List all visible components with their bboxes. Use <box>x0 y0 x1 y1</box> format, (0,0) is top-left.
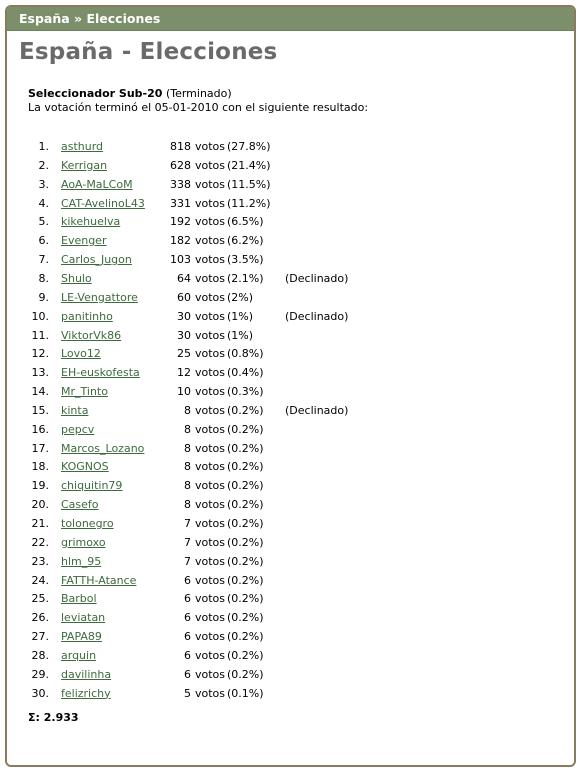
candidate-link[interactable]: pepcv <box>61 422 95 436</box>
result-rank: 21. <box>31 517 49 530</box>
page-title: España - Elecciones <box>19 39 278 65</box>
result-votes: 64 <box>177 271 191 285</box>
result-row <box>7 647 574 666</box>
total-votes <box>28 711 79 724</box>
result-row <box>7 327 574 346</box>
result-percent: (0.2%) <box>227 422 264 436</box>
poll-state: (Terminado) <box>165 87 232 100</box>
votes-label: votos <box>195 479 226 493</box>
votes-label: votos <box>195 196 226 210</box>
result-row <box>7 176 574 195</box>
result-votes: 628 <box>170 158 191 172</box>
result-votes: 7 <box>184 535 191 549</box>
result-percent: (11.2%) <box>227 196 271 210</box>
result-percent: (0.8%) <box>227 347 264 361</box>
result-percent: (6.2%) <box>227 234 264 248</box>
result-rank: 23. <box>31 554 49 568</box>
result-percent: (6.5%) <box>227 215 264 229</box>
result-row <box>7 496 574 515</box>
result-votes: 7 <box>184 517 191 530</box>
result-votes: 12 <box>177 366 191 380</box>
result-votes: 8 <box>184 403 191 417</box>
result-rank: 12. <box>31 347 49 361</box>
result-votes: 182 <box>170 234 191 248</box>
votes-label: votos <box>195 290 226 304</box>
result-percent: (0.3%) <box>227 385 264 399</box>
result-percent: (0.2%) <box>227 460 264 474</box>
result-row <box>7 458 574 477</box>
total-value: 2.933 <box>43 711 79 724</box>
votes-label: votos <box>195 403 226 417</box>
poll-name: Seleccionador Sub-20 <box>28 87 163 100</box>
candidate-link[interactable]: Barbol <box>61 592 97 606</box>
votes-label: votos <box>195 573 226 587</box>
result-percent: (0.2%) <box>227 573 264 587</box>
result-rank: 15. <box>31 403 49 417</box>
votes-label: votos <box>195 498 226 512</box>
votes-label: votos <box>195 422 226 436</box>
total-prefix: Σ: <box>28 711 44 724</box>
result-votes: 103 <box>170 253 191 267</box>
result-percent: (0.2%) <box>227 479 264 493</box>
result-row <box>7 308 574 327</box>
candidate-link[interactable]: Marcos_Lozano <box>61 441 145 455</box>
candidate-link[interactable]: Carlos_Jugon <box>61 253 132 267</box>
candidate-link[interactable]: asthurd <box>61 140 104 153</box>
votes-label: votos <box>195 517 226 530</box>
candidate-link[interactable]: ViktorVk86 <box>61 328 122 342</box>
result-rank: 17. <box>31 441 49 455</box>
result-row <box>7 138 574 157</box>
result-row <box>7 609 574 628</box>
result-percent: (21.4%) <box>227 158 271 172</box>
result-row <box>7 213 574 232</box>
declined-note: (Declinado) <box>285 271 349 285</box>
result-percent: (0.2%) <box>227 630 264 644</box>
breadcrumb: España » Elecciones <box>7 7 574 31</box>
result-percent: (0.2%) <box>227 535 264 549</box>
result-percent: (0.2%) <box>227 441 264 455</box>
result-rank: 26. <box>31 611 49 625</box>
result-votes: 6 <box>184 630 191 644</box>
result-rank: 28. <box>31 648 49 662</box>
votes-label: votos <box>195 140 226 153</box>
candidate-link[interactable]: chiquitin79 <box>61 479 123 493</box>
result-rank: 18. <box>31 460 49 474</box>
candidate-link[interactable]: KOGNOS <box>61 460 109 474</box>
votes-label: votos <box>195 667 226 681</box>
result-row <box>7 195 574 214</box>
candidate-link[interactable]: kinta <box>61 403 89 417</box>
result-rank: 10. <box>31 309 49 323</box>
candidate-link[interactable]: PAPA89 <box>61 630 102 644</box>
votes-label: votos <box>195 366 226 380</box>
candidate-link[interactable]: tolonegro <box>61 517 114 530</box>
result-row <box>7 157 574 176</box>
result-rank: 25. <box>31 592 49 606</box>
votes-label: votos <box>195 177 226 191</box>
result-row <box>7 628 574 647</box>
result-row <box>7 515 574 534</box>
result-row <box>7 289 574 308</box>
result-votes: 30 <box>177 328 191 342</box>
candidate-link[interactable]: Casefo <box>61 498 99 512</box>
candidate-link[interactable]: Lovo12 <box>61 347 101 361</box>
votes-label: votos <box>195 347 226 361</box>
votes-label: votos <box>195 271 226 285</box>
result-rank: 6. <box>38 234 49 248</box>
votes-label: votos <box>195 630 226 644</box>
result-percent: (0.2%) <box>227 554 264 568</box>
result-percent: (1%) <box>227 309 254 323</box>
votes-label: votos <box>195 215 226 229</box>
result-row <box>7 553 574 572</box>
candidate-link[interactable]: LE-Vengattore <box>61 290 138 304</box>
result-rank: 24. <box>31 573 49 587</box>
votes-label: votos <box>195 385 226 399</box>
result-votes: 8 <box>184 479 191 493</box>
votes-label: votos <box>195 158 226 172</box>
result-votes: 6 <box>184 667 191 681</box>
result-row <box>7 270 574 289</box>
result-rank: 29. <box>31 667 49 681</box>
result-rank: 8. <box>38 271 49 285</box>
result-percent: (2%) <box>227 290 254 304</box>
result-votes: 5 <box>184 686 191 700</box>
declined-note: (Declinado) <box>285 309 349 323</box>
votes-label: votos <box>195 535 226 549</box>
result-votes: 6 <box>184 648 191 662</box>
result-row <box>7 477 574 496</box>
result-percent: (0.2%) <box>227 648 264 662</box>
votes-label: votos <box>195 611 226 625</box>
result-row <box>7 534 574 553</box>
result-rank: 4. <box>38 196 49 210</box>
votes-label: votos <box>195 234 226 248</box>
result-votes: 8 <box>184 460 191 474</box>
result-row <box>7 402 574 421</box>
votes-label: votos <box>195 554 226 568</box>
result-percent: (2.1%) <box>227 271 264 285</box>
result-votes: 6 <box>184 573 191 587</box>
result-percent: (0.4%) <box>227 366 264 380</box>
result-rank: 9. <box>38 290 49 304</box>
votes-label: votos <box>195 592 226 606</box>
result-rank: 5. <box>38 215 49 229</box>
result-votes: 8 <box>184 498 191 512</box>
result-rank: 30. <box>31 686 49 700</box>
declined-note: (Declinado) <box>285 403 349 417</box>
result-percent: (1%) <box>227 328 254 342</box>
candidate-link[interactable]: hlm_95 <box>61 554 102 568</box>
result-percent: (11.5%) <box>227 177 271 191</box>
votes-label: votos <box>195 253 226 267</box>
result-row <box>7 440 574 459</box>
result-percent: (3.5%) <box>227 253 264 267</box>
result-percent: (0.2%) <box>227 667 264 681</box>
candidate-link[interactable]: Kerrigan <box>61 158 108 172</box>
candidate-link[interactable]: grimoxo <box>61 535 106 549</box>
result-rank: 16. <box>31 422 49 436</box>
result-votes: 8 <box>184 441 191 455</box>
result-percent: (0.2%) <box>227 403 264 417</box>
content-panel <box>5 5 576 767</box>
result-votes: 6 <box>184 592 191 606</box>
result-rank: 19. <box>31 479 49 493</box>
result-rank: 20. <box>31 498 49 512</box>
result-row <box>7 345 574 364</box>
result-votes: 331 <box>170 196 191 210</box>
result-percent: (0.2%) <box>227 592 264 606</box>
candidate-link[interactable]: davilinha <box>61 667 112 681</box>
result-rank: 3. <box>38 177 49 191</box>
candidate-link[interactable]: leviatan <box>61 611 106 625</box>
result-percent: (0.2%) <box>227 611 264 625</box>
result-row <box>7 590 574 609</box>
result-votes: 338 <box>170 177 191 191</box>
result-rank: 14. <box>31 385 49 399</box>
result-percent: (27.8%) <box>227 140 271 153</box>
result-row <box>7 666 574 685</box>
result-row <box>7 383 574 402</box>
votes-label: votos <box>195 460 226 474</box>
result-rank: 7. <box>38 253 49 267</box>
candidate-link[interactable]: EH-euskofesta <box>61 366 140 380</box>
candidate-link[interactable]: Mr_Tinto <box>61 385 108 399</box>
votes-label: votos <box>195 648 226 662</box>
candidate-link[interactable]: CAT-AvelinoL43 <box>61 196 145 210</box>
result-rank: 1. <box>38 140 49 153</box>
result-rank: 2. <box>38 158 49 172</box>
result-votes: 30 <box>177 309 191 323</box>
result-row <box>7 251 574 270</box>
result-votes: 10 <box>177 385 191 399</box>
result-votes: 818 <box>170 140 191 153</box>
result-votes: 192 <box>170 215 191 229</box>
votes-label: votos <box>195 441 226 455</box>
candidate-link[interactable]: kikehuelva <box>61 215 121 229</box>
result-rank: 27. <box>31 630 49 644</box>
result-votes: 60 <box>177 290 191 304</box>
candidate-link[interactable]: arquin <box>61 648 97 662</box>
votes-label: votos <box>195 328 226 342</box>
candidate-link[interactable]: Shulo <box>61 271 92 285</box>
result-votes: 6 <box>184 611 191 625</box>
result-rank: 13. <box>31 366 49 380</box>
result-votes: 25 <box>177 347 191 361</box>
votes-label: votos <box>195 686 226 700</box>
result-percent: (0.2%) <box>227 517 264 530</box>
result-row <box>7 572 574 591</box>
candidate-link[interactable]: felizrichy <box>61 686 111 700</box>
result-percent: (0.1%) <box>227 686 264 700</box>
candidate-link[interactable]: FATTH-Atance <box>61 573 137 587</box>
poll-summary: La votación terminó el 05-01-2010 con el siguiente resultado: <box>28 101 369 114</box>
poll-header <box>28 87 574 115</box>
result-rank: 22. <box>31 535 49 549</box>
result-row <box>7 685 574 704</box>
result-percent: (0.2%) <box>227 498 264 512</box>
candidate-link[interactable]: Evenger <box>61 234 107 248</box>
candidate-link[interactable]: AoA-MaLCoM <box>61 177 133 191</box>
result-row <box>7 232 574 251</box>
candidate-link[interactable]: panitinho <box>61 309 113 323</box>
result-row <box>7 421 574 440</box>
result-votes: 7 <box>184 554 191 568</box>
result-votes: 8 <box>184 422 191 436</box>
result-rank: 11. <box>31 328 49 342</box>
result-row <box>7 364 574 383</box>
votes-label: votos <box>195 309 226 323</box>
